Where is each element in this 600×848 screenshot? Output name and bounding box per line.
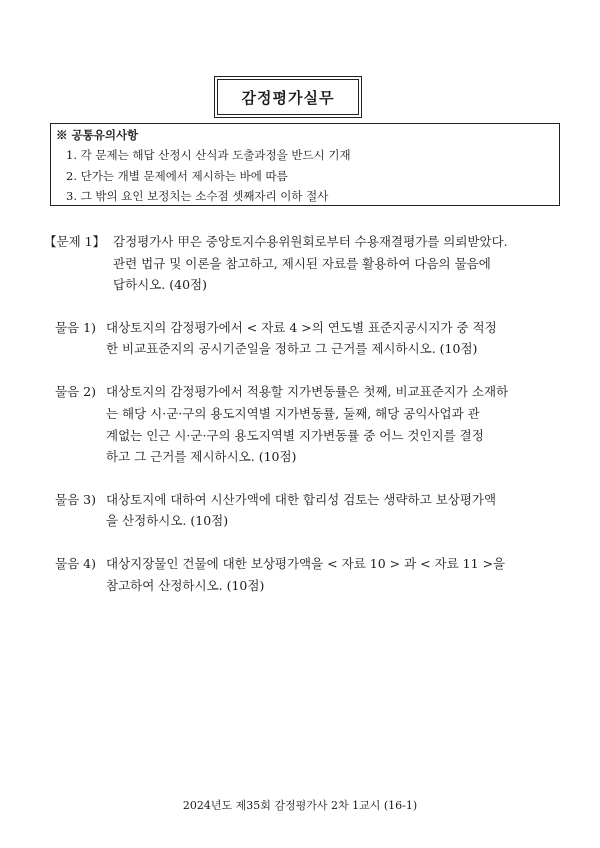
question-text-line: 대상지장물인 건물에 대한 보상평가액을 < 자료 10 > 과 < 자료 11 >을 bbox=[106, 556, 506, 571]
page-title: 감정평가실무 bbox=[217, 79, 359, 115]
question-label: 물음 4) bbox=[55, 556, 96, 571]
notice-item: 3. 그 밖의 요인 보정치는 소수점 셋째자리 이하 절사 bbox=[66, 189, 329, 203]
question-text-line: 계없는 인근 시·군·구의 용도지역별 지가변동률 중 어느 것인지를 결정 bbox=[106, 428, 484, 443]
page-footer: 2024년도 제35회 감정평가사 2차 1교시 (16-1) bbox=[182, 799, 418, 812]
problem-text-line: 관련 법규 및 이론을 참고하고, 제시된 자료를 활용하여 다음의 물음에 bbox=[113, 256, 491, 271]
question-text-line: 한 비교표준지의 공시기준일을 정하고 그 근거를 제시하시오. (10점) bbox=[106, 341, 478, 356]
problem-text-line: 감정평가사 甲은 중앙토지수용위원회로부터 수용재결평가를 의뢰받았다. bbox=[113, 234, 508, 249]
question-text-line: 을 산정하시오. (10점) bbox=[106, 513, 229, 528]
question-text-line: 대상토지의 감정평가에서 적용할 지가변동률은 첫째, 비교표준지가 소재하 bbox=[106, 384, 509, 399]
question-label: 물음 2) bbox=[55, 384, 96, 399]
question-text-line: 대상토지에 대하여 시산가액에 대한 합리성 검토는 생략하고 보상평가액 bbox=[106, 492, 497, 507]
notice-item: 2. 단가는 개별 문제에서 제시하는 바에 따름 bbox=[66, 169, 288, 183]
notice-heading: ※ 공통유의사항 bbox=[56, 128, 139, 142]
question-text-line: 대상토지의 감정평가에서 < 자료 4 >의 연도별 표준지공시지가 중 적정 bbox=[106, 320, 497, 335]
question-text-line: 하고 그 근거를 제시하시오. (10점) bbox=[106, 449, 297, 464]
common-notice-box bbox=[50, 123, 560, 206]
problem-text-line: 답하시오. (40점) bbox=[113, 277, 207, 292]
question-text-line: 참고하여 산정하시오. (10점) bbox=[106, 578, 265, 593]
question-text-line: 는 해당 시·군·구의 용도지역별 지가변동률, 둘째, 해당 공익사업과 관 bbox=[106, 406, 480, 421]
question-label: 물음 3) bbox=[55, 492, 96, 507]
problem-label: 【문제 1】 bbox=[44, 234, 106, 249]
question-label: 물음 1) bbox=[55, 320, 96, 335]
notice-item: 1. 각 문제는 해답 산정시 산식과 도출과정을 반드시 기재 bbox=[66, 148, 351, 162]
